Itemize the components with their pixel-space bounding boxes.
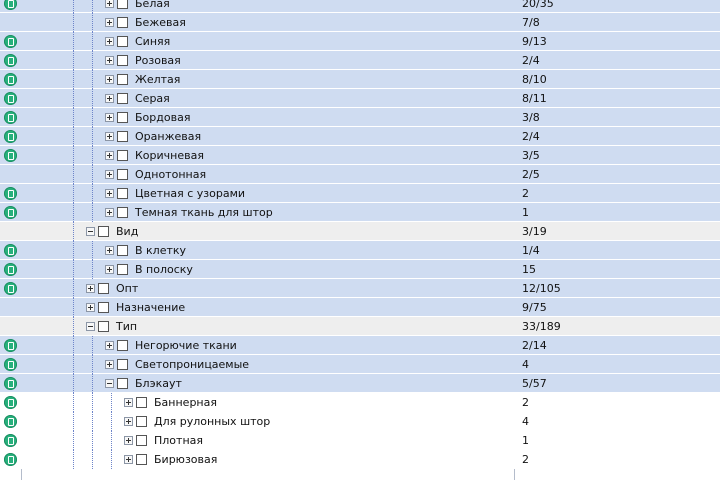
- row-checkbox[interactable]: [136, 435, 147, 446]
- tree-item-count: 3/5: [522, 149, 540, 162]
- tree-item-count: 2/14: [522, 339, 547, 352]
- tree-item-label: Коричневая: [135, 149, 204, 162]
- status-badge-icon: [4, 35, 17, 48]
- tree-item-count: 20/35: [522, 0, 554, 10]
- tree-item-count: 9/75: [522, 301, 547, 314]
- tree-guide-line: [73, 222, 75, 241]
- expand-icon[interactable]: [105, 113, 114, 122]
- tree-guide-line: [73, 89, 75, 108]
- row-checkbox[interactable]: [117, 36, 128, 47]
- tree-guide-line: [73, 203, 75, 222]
- tree-guide-line: [73, 317, 75, 336]
- tree-item-label: Синяя: [135, 35, 171, 48]
- tree-item-count: 4: [522, 358, 529, 371]
- expand-icon[interactable]: [86, 284, 95, 293]
- tree-item-label: Баннерная: [154, 396, 217, 409]
- row-checkbox[interactable]: [136, 454, 147, 465]
- row-checkbox[interactable]: [117, 112, 128, 123]
- tree-item-count: 1: [522, 206, 529, 219]
- row-checkbox[interactable]: [117, 150, 128, 161]
- tree-item-label: Для рулонных штор: [154, 415, 271, 428]
- tree-row[interactable]: [0, 184, 720, 203]
- tree-guide-line: [92, 13, 94, 32]
- expand-icon[interactable]: [105, 246, 114, 255]
- expand-icon[interactable]: [105, 360, 114, 369]
- expand-icon[interactable]: [86, 303, 95, 312]
- status-badge-icon: [4, 244, 17, 257]
- tree-item-count: 1: [522, 434, 529, 447]
- status-badge-icon: [4, 358, 17, 371]
- expand-icon[interactable]: [105, 56, 114, 65]
- tree-guide-line: [73, 184, 75, 203]
- row-checkbox[interactable]: [136, 416, 147, 427]
- tree-item-label: В клетку: [135, 244, 187, 257]
- tree-row[interactable]: [0, 279, 720, 298]
- tree-row[interactable]: [0, 13, 720, 32]
- tree-row[interactable]: [0, 203, 720, 222]
- tree-item-label: Бежевая: [135, 16, 186, 29]
- tree-item-label: Тип: [116, 320, 138, 333]
- tree-guide-line: [92, 393, 94, 412]
- tree-item-label: Розовая: [135, 54, 181, 67]
- expand-icon[interactable]: [105, 208, 114, 217]
- tree-item-count: 8/11: [522, 92, 547, 105]
- tree-item-count: 3/8: [522, 111, 540, 124]
- tree-item-count: 2/4: [522, 130, 540, 143]
- status-badge-icon: [4, 54, 17, 67]
- row-checkbox[interactable]: [117, 93, 128, 104]
- expand-icon[interactable]: [124, 398, 133, 407]
- row-checkbox[interactable]: [98, 302, 109, 313]
- tree-guide-line: [92, 165, 94, 184]
- tree-guide-line: [92, 0, 94, 13]
- tree-row[interactable]: [0, 412, 720, 431]
- tree-item-count: 2: [522, 453, 529, 466]
- tree-guide-line: [73, 279, 75, 298]
- tree-item-count: 5/57: [522, 377, 547, 390]
- row-checkbox[interactable]: [117, 188, 128, 199]
- tree-guide-line: [92, 241, 94, 260]
- tree-guide-line: [111, 412, 113, 431]
- tree-guide-line: [92, 203, 94, 222]
- collapse-icon[interactable]: [86, 227, 95, 236]
- status-badge-icon: [4, 396, 17, 409]
- expand-icon[interactable]: [124, 417, 133, 426]
- tree-guide-line: [92, 146, 94, 165]
- tree-item-label: Бордовая: [135, 111, 191, 124]
- tree-item-label: Назначение: [116, 301, 186, 314]
- tree-row[interactable]: [0, 393, 720, 412]
- status-badge-icon: [4, 92, 17, 105]
- row-checkbox[interactable]: [117, 131, 128, 142]
- tree-row[interactable]: [0, 355, 720, 374]
- tree-row[interactable]: [0, 89, 720, 108]
- tree-item-label: Вид: [116, 225, 139, 238]
- tree-item-label: Темная ткань для штор: [135, 206, 273, 219]
- tree-guide-line: [111, 431, 113, 450]
- row-checkbox[interactable]: [98, 321, 109, 332]
- tree-row[interactable]: [0, 374, 720, 393]
- expand-icon[interactable]: [105, 132, 114, 141]
- tree-guide-line: [73, 108, 75, 127]
- row-checkbox[interactable]: [117, 207, 128, 218]
- tree-guide-line: [73, 0, 75, 13]
- tree-item-count: 15: [522, 263, 536, 276]
- tree-item-label: Оранжевая: [135, 130, 202, 143]
- row-checkbox[interactable]: [98, 226, 109, 237]
- expand-icon[interactable]: [105, 170, 114, 179]
- tree-guide-line: [73, 260, 75, 279]
- tree-guide-line: [73, 32, 75, 51]
- status-badge-icon: [4, 434, 17, 447]
- status-badge-icon: [4, 263, 17, 276]
- tree-row[interactable]: [0, 146, 720, 165]
- status-badge-icon: [4, 149, 17, 162]
- tree-row[interactable]: [0, 298, 720, 317]
- tree-row[interactable]: [0, 32, 720, 51]
- tree-item-label: Опт: [116, 282, 139, 295]
- row-checkbox[interactable]: [117, 169, 128, 180]
- row-checkbox[interactable]: [98, 283, 109, 294]
- tree-item-count: 33/189: [522, 320, 561, 333]
- tree-row[interactable]: [0, 260, 720, 279]
- tree-guide-line: [73, 51, 75, 70]
- tree-row[interactable]: [0, 108, 720, 127]
- tree-row[interactable]: [0, 222, 720, 241]
- expand-icon[interactable]: [105, 341, 114, 350]
- row-checkbox[interactable]: [117, 74, 128, 85]
- tree-guide-line: [111, 393, 113, 412]
- tree-item-label: Бирюзовая: [154, 453, 218, 466]
- status-badge-icon: [4, 206, 17, 219]
- tree-guide-line: [92, 431, 94, 450]
- row-checkbox[interactable]: [117, 378, 128, 389]
- row-checkbox[interactable]: [117, 359, 128, 370]
- tree-item-count: 7/8: [522, 16, 540, 29]
- row-checkbox[interactable]: [136, 397, 147, 408]
- expand-icon[interactable]: [105, 18, 114, 27]
- tree-guide-line: [92, 89, 94, 108]
- expand-icon[interactable]: [105, 189, 114, 198]
- tree-guide-line: [73, 146, 75, 165]
- status-badge-icon: [4, 0, 17, 10]
- tree-guide-line: [73, 393, 75, 412]
- row-checkbox[interactable]: [117, 17, 128, 28]
- expand-icon[interactable]: [105, 75, 114, 84]
- tree-item-label: В полоску: [135, 263, 193, 276]
- tree-row[interactable]: [0, 241, 720, 260]
- expand-icon[interactable]: [124, 436, 133, 445]
- tree-item-label: Блэкаут: [135, 377, 182, 390]
- tree-guide-line: [92, 127, 94, 146]
- tree-guide-line: [73, 374, 75, 393]
- tree-item-label: Однотонная: [135, 168, 207, 181]
- tree-item-count: 2/4: [522, 54, 540, 67]
- row-checkbox[interactable]: [117, 0, 128, 9]
- status-badge-icon: [4, 377, 17, 390]
- tree-guide-line: [73, 450, 75, 469]
- tree-guide-line: [73, 70, 75, 89]
- status-badge-icon: [4, 415, 17, 428]
- tree-guide-line: [92, 260, 94, 279]
- status-badge-icon: [4, 282, 17, 295]
- tree-guide-line: [73, 336, 75, 355]
- expand-icon[interactable]: [105, 265, 114, 274]
- row-checkbox[interactable]: [117, 245, 128, 256]
- tree-item-label: Цветная с узорами: [135, 187, 246, 200]
- tree-guide-line: [92, 108, 94, 127]
- status-badge-icon: [4, 339, 17, 352]
- tree-row[interactable]: [0, 165, 720, 184]
- status-badge-icon: [4, 130, 17, 143]
- tree-guide-line: [111, 450, 113, 469]
- collapse-icon[interactable]: [105, 379, 114, 388]
- tree-item-label: Белая: [135, 0, 170, 10]
- tree-item-label: Негорючие ткани: [135, 339, 237, 352]
- status-badge-icon: [4, 187, 17, 200]
- tree-row[interactable]: [0, 70, 720, 89]
- tree-guide-line: [73, 298, 75, 317]
- tree-item-count: 8/10: [522, 73, 547, 86]
- tree-guide-line: [73, 412, 75, 431]
- tree-item-count: 12/105: [522, 282, 561, 295]
- tree-row[interactable]: [0, 317, 720, 336]
- tree-item-count: 2: [522, 187, 529, 200]
- tree-item-label: Светопроницаемые: [135, 358, 250, 371]
- expand-icon[interactable]: [124, 455, 133, 464]
- tree-guide-line: [92, 374, 94, 393]
- tree-guide-line: [73, 431, 75, 450]
- status-badge-icon: [4, 453, 17, 466]
- tree-row[interactable]: [0, 431, 720, 450]
- tree-guide-line: [92, 336, 94, 355]
- status-badge-icon: [4, 73, 17, 86]
- tree-row[interactable]: [0, 127, 720, 146]
- tree-item-count: 1/4: [522, 244, 540, 257]
- row-checkbox[interactable]: [117, 264, 128, 275]
- status-badge-icon: [4, 111, 17, 124]
- tree-guide-line: [73, 165, 75, 184]
- tree-guide-line: [92, 70, 94, 89]
- tree-guide-line: [73, 127, 75, 146]
- tree-item-label: Серая: [135, 92, 170, 105]
- tree-item-count: 9/13: [522, 35, 547, 48]
- tree-guide-line: [73, 13, 75, 32]
- tree-row[interactable]: [0, 51, 720, 70]
- row-checkbox[interactable]: [117, 55, 128, 66]
- tree-item-count: 4: [522, 415, 529, 428]
- tree-item-count: 3/19: [522, 225, 547, 238]
- tree-item-label: Желтая: [135, 73, 181, 86]
- tree-guide-line: [92, 32, 94, 51]
- expand-icon[interactable]: [105, 37, 114, 46]
- tree-item-label: Плотная: [154, 434, 203, 447]
- tree-item-count: 2/5: [522, 168, 540, 181]
- tree-row[interactable]: [0, 0, 720, 13]
- tree-guide-line: [92, 51, 94, 70]
- tree-guide-line: [92, 450, 94, 469]
- tree-guide-line: [73, 355, 75, 374]
- tree-guide-line: [92, 412, 94, 431]
- tree-row[interactable]: [0, 336, 720, 355]
- tree-row[interactable]: [0, 450, 720, 469]
- tree-guide-line: [92, 184, 94, 203]
- collapse-icon[interactable]: [86, 322, 95, 331]
- tree-guide-line: [92, 355, 94, 374]
- expand-icon[interactable]: [105, 151, 114, 160]
- expand-icon[interactable]: [105, 94, 114, 103]
- tree-item-count: 2: [522, 396, 529, 409]
- tree-guide-line: [73, 241, 75, 260]
- expand-icon[interactable]: [105, 0, 114, 8]
- row-checkbox[interactable]: [117, 340, 128, 351]
